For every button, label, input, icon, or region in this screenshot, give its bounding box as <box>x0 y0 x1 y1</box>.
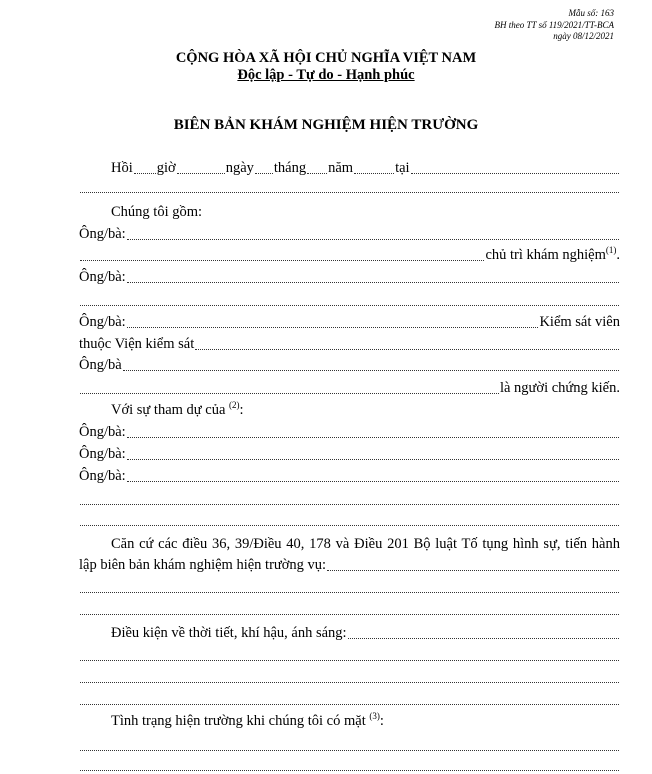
procuracy-line[interactable]: thuộc Viện kiểm sát <box>79 336 620 353</box>
blank-line[interactable] <box>79 647 620 664</box>
conditions-line[interactable]: Điều kiện về thời tiết, khí hậu, ánh sáng: <box>79 625 620 642</box>
blank-line[interactable] <box>79 691 620 708</box>
national-title: CỘNG HÒA XÃ HỘI CHỦ NGHĨA VIỆT NAM <box>175 50 477 66</box>
label-ngay: ngày <box>225 160 254 176</box>
scene-status-intro: Tình trạng hiện trường khi chúng tôi có mặt $^{(3)}$: <box>111 711 384 729</box>
attendee-line[interactable]: Ông/bà: <box>79 446 620 463</box>
month-field[interactable] <box>307 173 327 174</box>
prosecutor-line[interactable]: Ông/bà: Kiểm sát viên <box>79 314 620 330</box>
attendee-line[interactable]: Ông/bà: <box>79 424 620 441</box>
attendance-intro: Với sự tham dự của $^{(2)}$: <box>111 400 244 418</box>
blank-line[interactable] <box>79 757 620 774</box>
time-place-line <box>111 160 620 177</box>
label-gio: giờ <box>156 160 176 176</box>
chair-line[interactable] <box>79 247 620 264</box>
footnote-2: (2) <box>229 400 240 411</box>
chu-tri-label: chủ trì khám nghiệm$^{(1)}$. <box>485 245 620 263</box>
hour-field[interactable] <box>134 173 156 174</box>
participant-line[interactable]: Ông/bà: <box>79 269 620 286</box>
case-line[interactable]: lập biên bản khám nghiệm hiện trường vụ: <box>79 557 620 574</box>
minute-field[interactable] <box>177 173 225 174</box>
year-field[interactable] <box>354 173 394 174</box>
blank-line[interactable] <box>79 491 620 508</box>
participant-line[interactable]: Ông/bà <box>79 357 620 374</box>
blank-line[interactable] <box>79 601 620 618</box>
blank-line[interactable] <box>79 512 620 529</box>
footnote-3: (3) <box>369 711 380 722</box>
issue-date: ngày 08/12/2021 <box>553 31 614 41</box>
participant-line[interactable]: Ông/bà: <box>79 226 620 243</box>
blank-line[interactable] <box>79 292 620 309</box>
chung-kien-label: là người chứng kiến. <box>499 380 620 396</box>
issued-by: BH theo TT số 119/2021/TT-BCA <box>494 19 614 30</box>
label-tai: tại <box>395 160 410 176</box>
attendee-line[interactable]: Ông/bà: <box>79 468 620 485</box>
blank-line[interactable] <box>79 669 620 686</box>
form-number: Mẫu số: 163 <box>568 8 614 18</box>
label-hoi: Hồi <box>111 160 133 176</box>
blank-line[interactable] <box>79 737 620 754</box>
place-field[interactable] <box>411 173 619 174</box>
legal-basis-text: Căn cứ các điều 36, 39/Điều 40, 178 và Điều 201 Bộ luật Tố tụng hình sự, tiến hành <box>111 536 620 552</box>
document-title: BIÊN BẢN KHÁM NGHIỆM HIỆN TRƯỜNG <box>173 117 479 133</box>
participants-intro: Chúng tôi gồm: <box>111 204 203 220</box>
kiem-sat-vien-label: Kiểm sát viên <box>539 314 620 330</box>
national-motto: Độc lập - Tự do - Hạnh phúc <box>237 67 415 83</box>
footnote-1: (1) <box>605 245 617 256</box>
blank-line[interactable] <box>79 579 620 596</box>
witness-line[interactable] <box>79 380 620 397</box>
day-field[interactable] <box>255 173 273 174</box>
label-nam: năm <box>328 160 354 176</box>
label-thang: tháng <box>273 160 307 176</box>
blank-line[interactable] <box>79 179 620 196</box>
